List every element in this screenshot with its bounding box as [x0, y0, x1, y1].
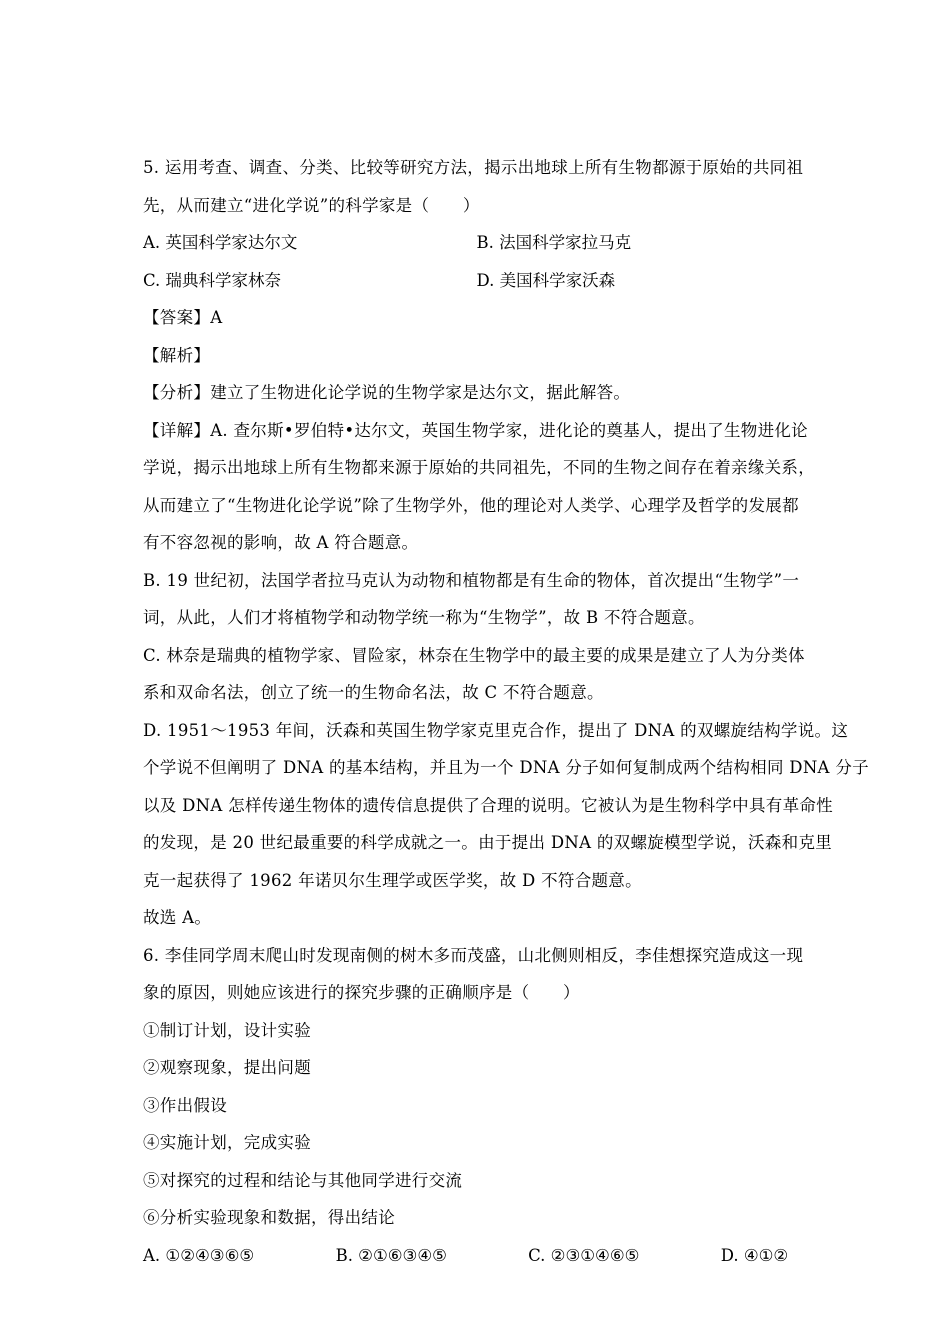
options-row	[143, 262, 810, 300]
detail-line: 系和双命名法，创立了统一的生物命名法，故 C 不符合题意。	[143, 683, 604, 702]
question-stem-line: 6. 李佳同学周末爬山时发现南侧的树木多而茂盛，山北侧则相反，李佳想探究造成这一现	[143, 945, 804, 965]
detail-line: D. 1951～1953 年间，沃森和英国生物学家克里克合作，提出了 DNA 的双螺旋结构学说。这	[143, 720, 849, 740]
option-c: C. ②③①④⑥⑤	[528, 1245, 640, 1265]
detail-line: 以及 DNA 怎样传递生物体的遗传信息提供了合理的说明。它被认为是生物科学中具有革命性	[143, 795, 833, 815]
step-item: ①制订计划，设计实验	[143, 1020, 311, 1040]
detail-line: 有不容忽视的影响，故 A 符合题意。	[143, 533, 419, 552]
option-c: C. 瑞典科学家林奈	[143, 270, 282, 290]
step-item: ③作出假设	[143, 1095, 227, 1115]
detail-line: C. 林奈是瑞典的植物学家、冒险家，林奈在生物学中的最主要的成果是建立了人为分类体	[143, 645, 805, 665]
option-d: D. 美国科学家沃森	[476, 270, 616, 290]
option-b: B. 法国科学家拉马克	[476, 233, 632, 252]
option-d: D. ④①②	[720, 1245, 789, 1265]
analysis-line: 【分析】建立了生物进化论学说的生物学家是达尔文，据此解答。	[143, 383, 631, 402]
option-a: A. ①②④③⑥⑤	[143, 1245, 255, 1265]
detail-line: 个学说不但阐明了 DNA 的基本结构，并且为一个 DNA 分子如何复制成两个结构相同 DNA 分子	[143, 758, 869, 777]
analysis-heading: 【解析】	[143, 345, 211, 365]
step-item: ⑥分析实验现象和数据，得出结论	[143, 1208, 395, 1227]
detail-line: 词，从此，人们才将植物学和动物学统一称为“生物学”，故 B 不符合题意。	[143, 608, 705, 627]
step-item: ④实施计划，完成实验	[143, 1133, 311, 1152]
question-stem-line: 先，从而建立“进化学说”的科学家是（ ）	[143, 195, 480, 215]
detail-section	[143, 412, 869, 900]
detail-line: 从而建立了“生物进化论学说”除了生物学外，他的理论对人类学、心理学及哲学的发展都	[143, 495, 799, 515]
detail-line: 的发现，是 20 世纪最重要的科学成就之一。由于提出 DNA 的双螺旋模型学说，沃森和克里	[143, 833, 833, 852]
option-b: B. ②①⑥③④⑤	[335, 1245, 447, 1265]
options-row	[143, 1237, 810, 1275]
answer-line: 【答案】A	[143, 308, 223, 327]
step-item: ②观察现象，提出问题	[143, 1058, 311, 1077]
detail-line: 学说，揭示出地球上所有生物都来源于原始的共同祖先，不同的生物之间存在着亲缘关系，	[143, 458, 815, 477]
detail-line: 【详解】A. 查尔斯•罗伯特•达尔文，英国生物学家，进化论的奠基人，提出了生物进化论	[143, 420, 808, 440]
option-a: A. 英国科学家达尔文	[143, 233, 298, 252]
question-5	[143, 149, 869, 937]
question-6	[143, 937, 810, 1275]
question-stem-line: 5. 运用考查、调查、分类、比较等研究方法，揭示出地球上所有生物都源于原始的共同祖	[143, 158, 804, 177]
detail-line: 克一起获得了 1962 年诺贝尔生理学或医学奖，故 D 不符合题意。	[143, 870, 642, 890]
step-item: ⑤对探究的过程和结论与其他同学进行交流	[143, 1170, 463, 1190]
conclusion-line: 故选 A。	[143, 908, 212, 927]
detail-line: B. 19 世纪初，法国学者拉马克认为动物和植物都是有生命的物体，首次提出“生物学”一	[143, 570, 800, 590]
question-stem-line: 象的原因，则她应该进行的探究步骤的正确顺序是（ ）	[143, 983, 580, 1002]
options-row	[143, 224, 810, 262]
